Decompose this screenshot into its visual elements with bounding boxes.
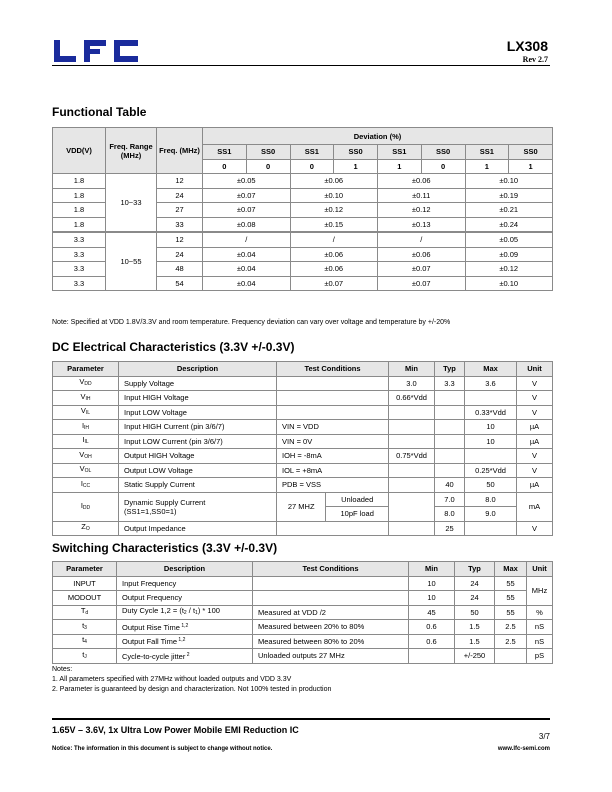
- table-row: [53, 521, 553, 536]
- freq-cell: 54: [157, 276, 203, 291]
- condition-cell: VIN = VDD: [277, 420, 389, 435]
- freq-cell: 48: [157, 262, 203, 277]
- symbol-base: t: [82, 649, 85, 659]
- param-symbol: [53, 649, 117, 664]
- min-cell: 3.0: [389, 376, 435, 391]
- description-cell: Output HIGH Voltage: [119, 449, 277, 464]
- table-row: [53, 376, 553, 391]
- description-cell: Static Supply Current: [119, 478, 277, 493]
- unit-cell: V: [517, 405, 553, 420]
- min-cell: 0.6: [409, 620, 455, 635]
- vdd-cell: 3.3: [53, 232, 106, 247]
- ss-label: SS0: [509, 145, 553, 160]
- deviation-cell: ±0.04: [203, 262, 291, 277]
- col-vdd: VDD(V): [53, 128, 106, 174]
- deviation-cell: ±0.10: [465, 276, 553, 291]
- description-cell: [119, 492, 277, 521]
- deviation-cell: ±0.21: [465, 203, 553, 218]
- typ-cell: 24: [455, 591, 495, 606]
- col-header: Typ: [435, 362, 465, 377]
- typ-cell: [435, 434, 465, 449]
- deviation-cell: ±0.09: [465, 247, 553, 262]
- freq-cell: 12: [157, 232, 203, 247]
- description-cell: Output Rise Time $^{1,2}$: [117, 620, 253, 635]
- col-header: Parameter: [53, 562, 117, 577]
- table-row: [53, 174, 553, 189]
- param-symbol: [53, 492, 119, 521]
- col-header: Max: [495, 562, 527, 577]
- condition-cell: [253, 591, 409, 606]
- max-cell: [465, 391, 517, 406]
- revision: Rev 2.7: [522, 55, 548, 64]
- description-text: ) * 100: [197, 606, 220, 616]
- condition-cell: IOL = +8mA: [277, 463, 389, 478]
- table-row: [53, 649, 553, 664]
- table-row: [53, 591, 553, 606]
- footer-divider: [52, 718, 550, 720]
- unit-cell: µA: [517, 420, 553, 435]
- deviation-cell: ±0.13: [378, 217, 466, 232]
- param-symbol: [53, 521, 119, 536]
- col-header: Min: [389, 362, 435, 377]
- symbol-sub: IH: [85, 395, 91, 402]
- deviation-cell: ±0.05: [465, 232, 553, 247]
- condition-cell: [277, 492, 389, 521]
- deviation-cell: ±0.12: [465, 262, 553, 277]
- param-symbol: [53, 376, 119, 391]
- typ-cell: [435, 449, 465, 464]
- condition-cell: [277, 391, 389, 406]
- deviation-cell: ±0.15: [290, 217, 378, 232]
- header-divider: [52, 65, 550, 66]
- symbol-sub: OH: [84, 453, 92, 460]
- table-row: [53, 605, 553, 620]
- vdd-cell: 3.3: [53, 262, 106, 277]
- description-cell: Input HIGH Current (pin 3/6/7): [119, 420, 277, 435]
- ss-value: 0: [246, 159, 290, 174]
- ss-value: 1: [465, 159, 509, 174]
- symbol-base: T: [80, 606, 86, 616]
- typ-cell: [435, 420, 465, 435]
- freq-cell: 33: [157, 217, 203, 232]
- deviation-cell: ±0.12: [378, 203, 466, 218]
- min-cell: [389, 521, 435, 536]
- table-row: [53, 620, 553, 635]
- description-line: Dynamic Supply Current: [124, 497, 206, 507]
- sw-table: [52, 561, 553, 664]
- typ-cell: 3.3: [435, 376, 465, 391]
- website-link[interactable]: www.lfc-semi.com: [497, 746, 550, 752]
- description-cell: Output Frequency: [117, 591, 253, 606]
- param-symbol: [53, 449, 119, 464]
- footer-title: 1.65V – 3.6V, 1x Ultra Low Power Mobile EMI Reduction IC: [52, 725, 299, 735]
- description-cell: Supply Voltage: [119, 376, 277, 391]
- param-symbol: [53, 478, 119, 493]
- max-cell: 0.33*Vdd: [465, 405, 517, 420]
- ss-value: 0: [203, 159, 247, 174]
- description-text: Output Rise Time: [122, 622, 180, 632]
- max-cell: 55: [495, 605, 527, 620]
- vdd-cell: 1.8: [53, 217, 106, 232]
- table-row: [53, 634, 553, 649]
- param-symbol: [53, 463, 119, 478]
- typ-cell: 1.5: [455, 620, 495, 635]
- symbol-base: V: [80, 406, 86, 416]
- symbol-sub: DD: [84, 381, 92, 388]
- symbol-base: Z: [81, 522, 86, 532]
- deviation-cell: ±0.06: [378, 247, 466, 262]
- ss-label: SS0: [246, 145, 290, 160]
- symbol-sub: IH: [84, 424, 90, 431]
- page-number: 3/7: [538, 732, 550, 741]
- deviation-cell: ±0.24: [465, 217, 553, 232]
- symbol-base: I: [82, 435, 85, 445]
- sw-notes: [52, 665, 331, 695]
- deviation-cell: /: [378, 232, 466, 247]
- deviation-cell: ±0.07: [203, 188, 291, 203]
- description-text: / t: [186, 606, 196, 616]
- unit-cell: V: [517, 391, 553, 406]
- condition-cell: Unloaded outputs 27 MHz: [253, 649, 409, 664]
- col-range: Freq. Range (MHz): [106, 128, 157, 174]
- param-symbol: [53, 405, 119, 420]
- max-cell: [495, 649, 527, 664]
- symbol-sub: 3: [84, 624, 87, 631]
- unit-cell: V: [517, 449, 553, 464]
- col-header: Test Conditions: [277, 362, 389, 377]
- symbol-base: t: [82, 620, 85, 630]
- symbol-sub: CC: [82, 482, 91, 489]
- symbol-sub: IL: [85, 410, 91, 417]
- table-row: [53, 420, 553, 435]
- min-cell: [389, 463, 435, 478]
- max-cell: 2.5: [495, 620, 527, 635]
- min-cell: 0.6: [409, 634, 455, 649]
- symbol-sub: d: [85, 610, 89, 617]
- part-number: LX308: [506, 38, 548, 54]
- functional-heading: Functional Table: [52, 105, 147, 119]
- param-symbol: [53, 620, 117, 635]
- deviation-cell: ±0.19: [465, 188, 553, 203]
- condition-freq: 27 MHZ: [277, 493, 326, 521]
- table-row: [53, 232, 553, 247]
- deviation-cell: ±0.04: [203, 276, 291, 291]
- deviation-cell: ±0.04: [203, 247, 291, 262]
- max-cell: 55: [495, 591, 527, 606]
- description-cell: Output Fall Time $^{1,2}$: [117, 634, 253, 649]
- typ-cell: 24: [455, 576, 495, 591]
- functional-table: [52, 127, 553, 291]
- symbol-sub: J: [84, 653, 87, 660]
- typ-cell: 7.0: [435, 492, 465, 507]
- param-symbol: [53, 634, 117, 649]
- unit-cell: µA: [517, 434, 553, 449]
- typ-cell: 8.0: [435, 507, 465, 522]
- col-header: Unit: [517, 362, 553, 377]
- condition-cell: [277, 376, 389, 391]
- col-deviation: Deviation (%): [203, 128, 553, 145]
- max-cell: 3.6: [465, 376, 517, 391]
- ss-label: SS0: [334, 145, 378, 160]
- col-header: Typ: [455, 562, 495, 577]
- condition-cell: [253, 576, 409, 591]
- symbol-base: I: [80, 500, 83, 510]
- min-cell: [389, 420, 435, 435]
- symbol-sub: OL: [84, 468, 92, 475]
- footer-website[interactable]: [498, 746, 550, 752]
- max-cell: 8.0: [465, 492, 517, 507]
- min-cell: [409, 649, 455, 664]
- symbol-sub: IL: [84, 439, 89, 446]
- deviation-cell: ±0.07: [378, 262, 466, 277]
- max-cell: 55: [495, 576, 527, 591]
- idd-conditions: [277, 493, 388, 521]
- description-text: Cycle-to-cycle jitter: [122, 651, 186, 661]
- condition-cell: Measured between 80% to 20%: [253, 634, 409, 649]
- symbol-base: V: [79, 464, 85, 474]
- unit-cell: V: [517, 376, 553, 391]
- vdd-cell: 3.3: [53, 247, 106, 262]
- min-cell: [389, 405, 435, 420]
- description-text: Output Fall Time: [122, 637, 178, 647]
- range-cell: 10~33: [106, 174, 157, 233]
- dc-table: [52, 361, 553, 536]
- table-row: [53, 478, 553, 493]
- description-line: (SS1=1,SS0=1): [124, 506, 177, 516]
- condition-load: 10pF load: [340, 509, 374, 519]
- note-line: Notes:: [52, 666, 73, 673]
- deviation-cell: ±0.06: [290, 174, 378, 189]
- typ-cell: [435, 463, 465, 478]
- ss-value: 0: [421, 159, 465, 174]
- max-cell: [465, 449, 517, 464]
- deviation-cell: ±0.05: [203, 174, 291, 189]
- functional-note: Note: Specified at VDD 1.8V/3.3V and room temperature. Frequency deviation can vary over voltage and temperature by +/-20%: [52, 319, 451, 326]
- symbol-base: V: [79, 377, 85, 387]
- description-cell: Output LOW Voltage: [119, 463, 277, 478]
- description-cell: Input HIGH Voltage: [119, 391, 277, 406]
- unit-cell: %: [527, 605, 553, 620]
- ss-label: SS1: [465, 145, 509, 160]
- ss-value: 1: [509, 159, 553, 174]
- symbol-base: V: [79, 449, 85, 459]
- condition-cell: Measured between 20% to 80%: [253, 620, 409, 635]
- symbol-sub: DD: [82, 504, 91, 511]
- typ-cell: 40: [435, 478, 465, 493]
- deviation-cell: ±0.06: [290, 262, 378, 277]
- min-cell: [389, 434, 435, 449]
- ss-value: 1: [334, 159, 378, 174]
- table-row: [53, 434, 553, 449]
- freq-cell: 24: [157, 188, 203, 203]
- sw-heading: Switching Characteristics (3.3V +/-0.3V): [52, 541, 278, 555]
- param-symbol: [53, 391, 119, 406]
- col-header: Max: [465, 362, 517, 377]
- unit-cell: mA: [517, 492, 553, 521]
- col-freq: Freq. (MHz): [157, 128, 203, 174]
- col-header: Description: [117, 562, 253, 577]
- unit-cell: V: [517, 463, 553, 478]
- vdd-cell: 1.8: [53, 174, 106, 189]
- param-symbol: [53, 605, 117, 620]
- vdd-cell: 1.8: [53, 188, 106, 203]
- col-header: Test Conditions: [253, 562, 409, 577]
- min-cell: 0.75*Vdd: [389, 449, 435, 464]
- max-cell: 50: [465, 478, 517, 493]
- deviation-cell: ±0.07: [203, 203, 291, 218]
- deviation-cell: /: [290, 232, 378, 247]
- ss-label: SS0: [421, 145, 465, 160]
- condition-cell: [277, 405, 389, 420]
- col-header: Min: [409, 562, 455, 577]
- deviation-cell: ±0.10: [465, 174, 553, 189]
- description-cell: Input LOW Current (pin 3/6/7): [119, 434, 277, 449]
- freq-cell: 24: [157, 247, 203, 262]
- param-symbol: [53, 434, 119, 449]
- vdd-cell: 1.8: [53, 203, 106, 218]
- table-row: [53, 492, 553, 507]
- condition-cell: IOH = -8mA: [277, 449, 389, 464]
- description-cell: Cycle-to-cycle jitter $^2$: [117, 649, 253, 664]
- deviation-cell: ±0.07: [378, 276, 466, 291]
- max-cell: 0.25*Vdd: [465, 463, 517, 478]
- col-header: Parameter: [53, 362, 119, 377]
- table-row: [53, 391, 553, 406]
- note-line: 2. Parameter is guaranteed by design and characterization. Not 100% tested in production: [52, 686, 332, 693]
- freq-cell: 12: [157, 174, 203, 189]
- deviation-cell: /: [203, 232, 291, 247]
- typ-cell: [435, 405, 465, 420]
- vdd-cell: 3.3: [53, 276, 106, 291]
- max-cell: 2.5: [495, 634, 527, 649]
- unit-cell: nS: [527, 634, 553, 649]
- unit-cell: MHz: [527, 576, 553, 605]
- deviation-cell: ±0.10: [290, 188, 378, 203]
- symbol-base: I: [80, 478, 83, 488]
- description-text: Duty Cycle 1,2 = (t: [122, 606, 184, 616]
- ss-value: 1: [378, 159, 422, 174]
- symbol-base: V: [80, 391, 86, 401]
- table-row: [53, 405, 553, 420]
- col-header: Unit: [527, 562, 553, 577]
- deviation-cell: ±0.06: [290, 247, 378, 262]
- deviation-cell: ±0.12: [290, 203, 378, 218]
- unit-cell: µA: [517, 478, 553, 493]
- condition-cell: VIN = 0V: [277, 434, 389, 449]
- max-cell: [465, 521, 517, 536]
- symbol-base: t: [82, 635, 85, 645]
- max-cell: 10: [465, 434, 517, 449]
- range-cell: 10~55: [106, 232, 157, 291]
- condition-cell: [277, 521, 389, 536]
- description-cell: Duty Cycle $1,2 = (t_2 / t_1) * 100$: [117, 605, 253, 620]
- deviation-cell: ±0.11: [378, 188, 466, 203]
- min-cell: 45: [409, 605, 455, 620]
- typ-cell: +/-250: [455, 649, 495, 664]
- unit-cell: nS: [527, 620, 553, 635]
- ss-label: SS1: [290, 145, 334, 160]
- min-cell: 10: [409, 576, 455, 591]
- note-line: 1. All parameters specified with 27MHz without loaded outputs and VDD 3.3V: [52, 676, 292, 683]
- col-header: Description: [119, 362, 277, 377]
- ss-label: SS1: [378, 145, 422, 160]
- condition-load: Unloaded: [326, 493, 388, 507]
- min-cell: 10: [409, 591, 455, 606]
- description-cell: Output Impedance: [119, 521, 277, 536]
- deviation-cell: ±0.06: [378, 174, 466, 189]
- table-row: [53, 449, 553, 464]
- ss-value: 0: [290, 159, 334, 174]
- ss-label: SS1: [203, 145, 247, 160]
- table-row: [53, 576, 553, 591]
- unit-cell: V: [517, 521, 553, 536]
- min-cell: [389, 478, 435, 493]
- min-cell: [389, 492, 435, 521]
- condition-cell: Measured at VDD /2: [253, 605, 409, 620]
- deviation-cell: ±0.07: [290, 276, 378, 291]
- condition-cell: PDB = VSS: [277, 478, 389, 493]
- typ-cell: 1.5: [455, 634, 495, 649]
- symbol-sub: O: [85, 526, 90, 533]
- param-cell: MODOUT: [53, 591, 117, 606]
- min-cell: 0.66*Vdd: [389, 391, 435, 406]
- company-logo: [52, 38, 142, 64]
- dc-heading: DC Electrical Characteristics (3.3V +/-0.3V): [52, 340, 295, 354]
- symbol-sub: 4: [84, 639, 87, 646]
- description-cell: Input LOW Voltage: [119, 405, 277, 420]
- typ-cell: [435, 391, 465, 406]
- max-cell: 10: [465, 420, 517, 435]
- typ-cell: 50: [455, 605, 495, 620]
- param-cell: INPUT: [53, 576, 117, 591]
- table-row: [53, 463, 553, 478]
- description-cell: Input Frequency: [117, 576, 253, 591]
- freq-cell: 27: [157, 203, 203, 218]
- typ-cell: 25: [435, 521, 465, 536]
- deviation-cell: ±0.08: [203, 217, 291, 232]
- param-symbol: [53, 420, 119, 435]
- unit-cell: pS: [527, 649, 553, 664]
- max-cell: 9.0: [465, 507, 517, 522]
- footer-notice: Notice: The information in this document is subject to change without notice.: [52, 746, 273, 752]
- symbol-base: I: [81, 420, 85, 430]
